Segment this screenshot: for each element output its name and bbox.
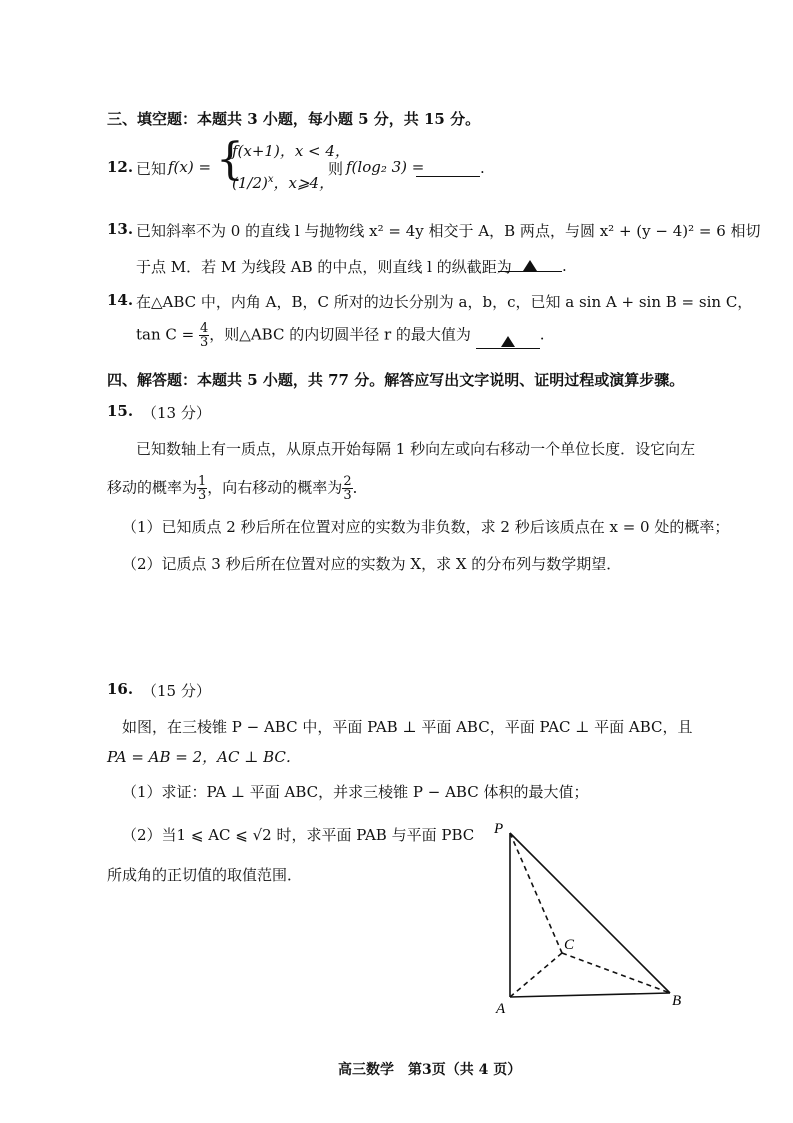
q12-case2-exp: x — [267, 174, 274, 185]
q12-brace: { — [216, 134, 244, 185]
triangle-icon — [523, 260, 537, 271]
q12-answer-blank: . — [416, 158, 485, 177]
q16-score: （15 分） — [142, 682, 211, 700]
q12-number: 12. — [107, 158, 134, 176]
q14-fraction: $\frac{4}{3}$ — [200, 321, 209, 350]
q16-para1: 如图，在三棱锥 P − ABC 中，平面 PAB ⊥ 平面 ABC，平面 PAC ⊥ 平面 ABC，且 — [122, 718, 693, 736]
q16-sub2: （2）当1 ⩽ AC ⩽ √2 时，求平面 PAB 与平面 PBC — [122, 826, 475, 844]
section3-heading: 三、填空题：本题共 3 小题，每小题 5 分，共 15 分。 — [107, 110, 481, 128]
label-c: C — [564, 937, 575, 953]
q12-expr: f(log₂ 3) = — [346, 158, 425, 176]
edge-pb — [510, 833, 670, 993]
q15-sub2: （2）记质点 3 秒后所在位置对应的实数为 X，求 X 的分布列与数学期望． — [122, 555, 622, 573]
q13-line2: 于点 M．若 M 为线段 AB 的中点，则直线 l 的纵截距为 — [136, 258, 512, 276]
q12-case2 — [232, 172, 334, 193]
section4-heading: 四、解答题：本题共 5 小题，共 77 分。解答应写出文字说明、证明过程或演算步骤。 — [107, 371, 685, 389]
q15-number: 15. — [107, 402, 134, 420]
triangle-icon — [501, 336, 515, 347]
q12-case2-cond: ，x⩾4， — [273, 174, 335, 192]
q16-number: 16. — [107, 680, 134, 698]
fraction-one-third: $\frac{1}{3}$ — [198, 474, 207, 503]
q14-line1: 在△ABC 中，内角 A，B，C 所对的边长分别为 a，b，c，已知 a sin A + sin B = sin C， — [136, 293, 753, 311]
q16-sub2-cont: 所成角的正切值的取值范围． — [107, 866, 303, 884]
edge-pc — [510, 833, 562, 953]
q15-para1: 已知数轴上有一质点，从原点开始每隔 1 秒向左或向右移动一个单位长度．设它向左 — [136, 440, 696, 458]
q15-score: （13 分） — [142, 404, 211, 422]
edge-ac — [510, 953, 562, 997]
q14-number: 14. — [107, 291, 134, 309]
pyramid-figure — [490, 815, 690, 1020]
q16-para2: PA = AB = 2，AC ⊥ BC． — [107, 748, 301, 766]
q12-lead: 已知 — [136, 160, 167, 178]
q12-then: 则 — [328, 160, 344, 178]
q12-fx: f(x) = — [168, 158, 212, 176]
edge-bc — [562, 953, 670, 993]
q14-answer-blank — [476, 333, 540, 349]
q13-line1: 已知斜率不为 0 的直线 l 与抛物线 x² = 4y 相交于 A，B 两点，与圆 x² + (y − 4)² = 6 相切 — [136, 222, 761, 240]
fraction-two-thirds: $\frac{2}{3}$ — [343, 474, 352, 503]
q15-sub1: （1）已知质点 2 秒后所在位置对应的实数为非负数，求 2 秒后该质点在 x = 0 处的概率； — [122, 518, 730, 536]
label-a: A — [496, 1001, 506, 1017]
q13-number: 13. — [107, 220, 134, 238]
label-p: P — [494, 821, 504, 837]
edge-ab — [510, 993, 670, 997]
q13-answer-blank: . — [498, 256, 567, 275]
q16-sub1: （1）求证：PA ⊥ 平面 ABC，并求三棱锥 P − ABC 体积的最大值； — [122, 783, 589, 801]
q12-case2-base: (1/2) — [232, 174, 268, 192]
label-b: B — [672, 993, 682, 1009]
q15-para2: 移动的概率为 $\frac{1}{3}$ ，向右移动的概率为 $\frac{2}{3}$ ． — [107, 474, 368, 503]
q14-line2-post: ，则△ABC 的内切圆半径 r 的最大值为 — [209, 325, 471, 344]
page-footer: 高三数学 第3页（共 4 页） — [338, 1062, 522, 1078]
q14-tan: tan C = — [136, 325, 195, 344]
q12-case1: f(x+1)，x < 4， — [232, 142, 350, 160]
q14-line2: tan C = $\frac{4}{3}$ ，则△ABC 的内切圆半径 r 的最大值为 . — [136, 321, 545, 350]
